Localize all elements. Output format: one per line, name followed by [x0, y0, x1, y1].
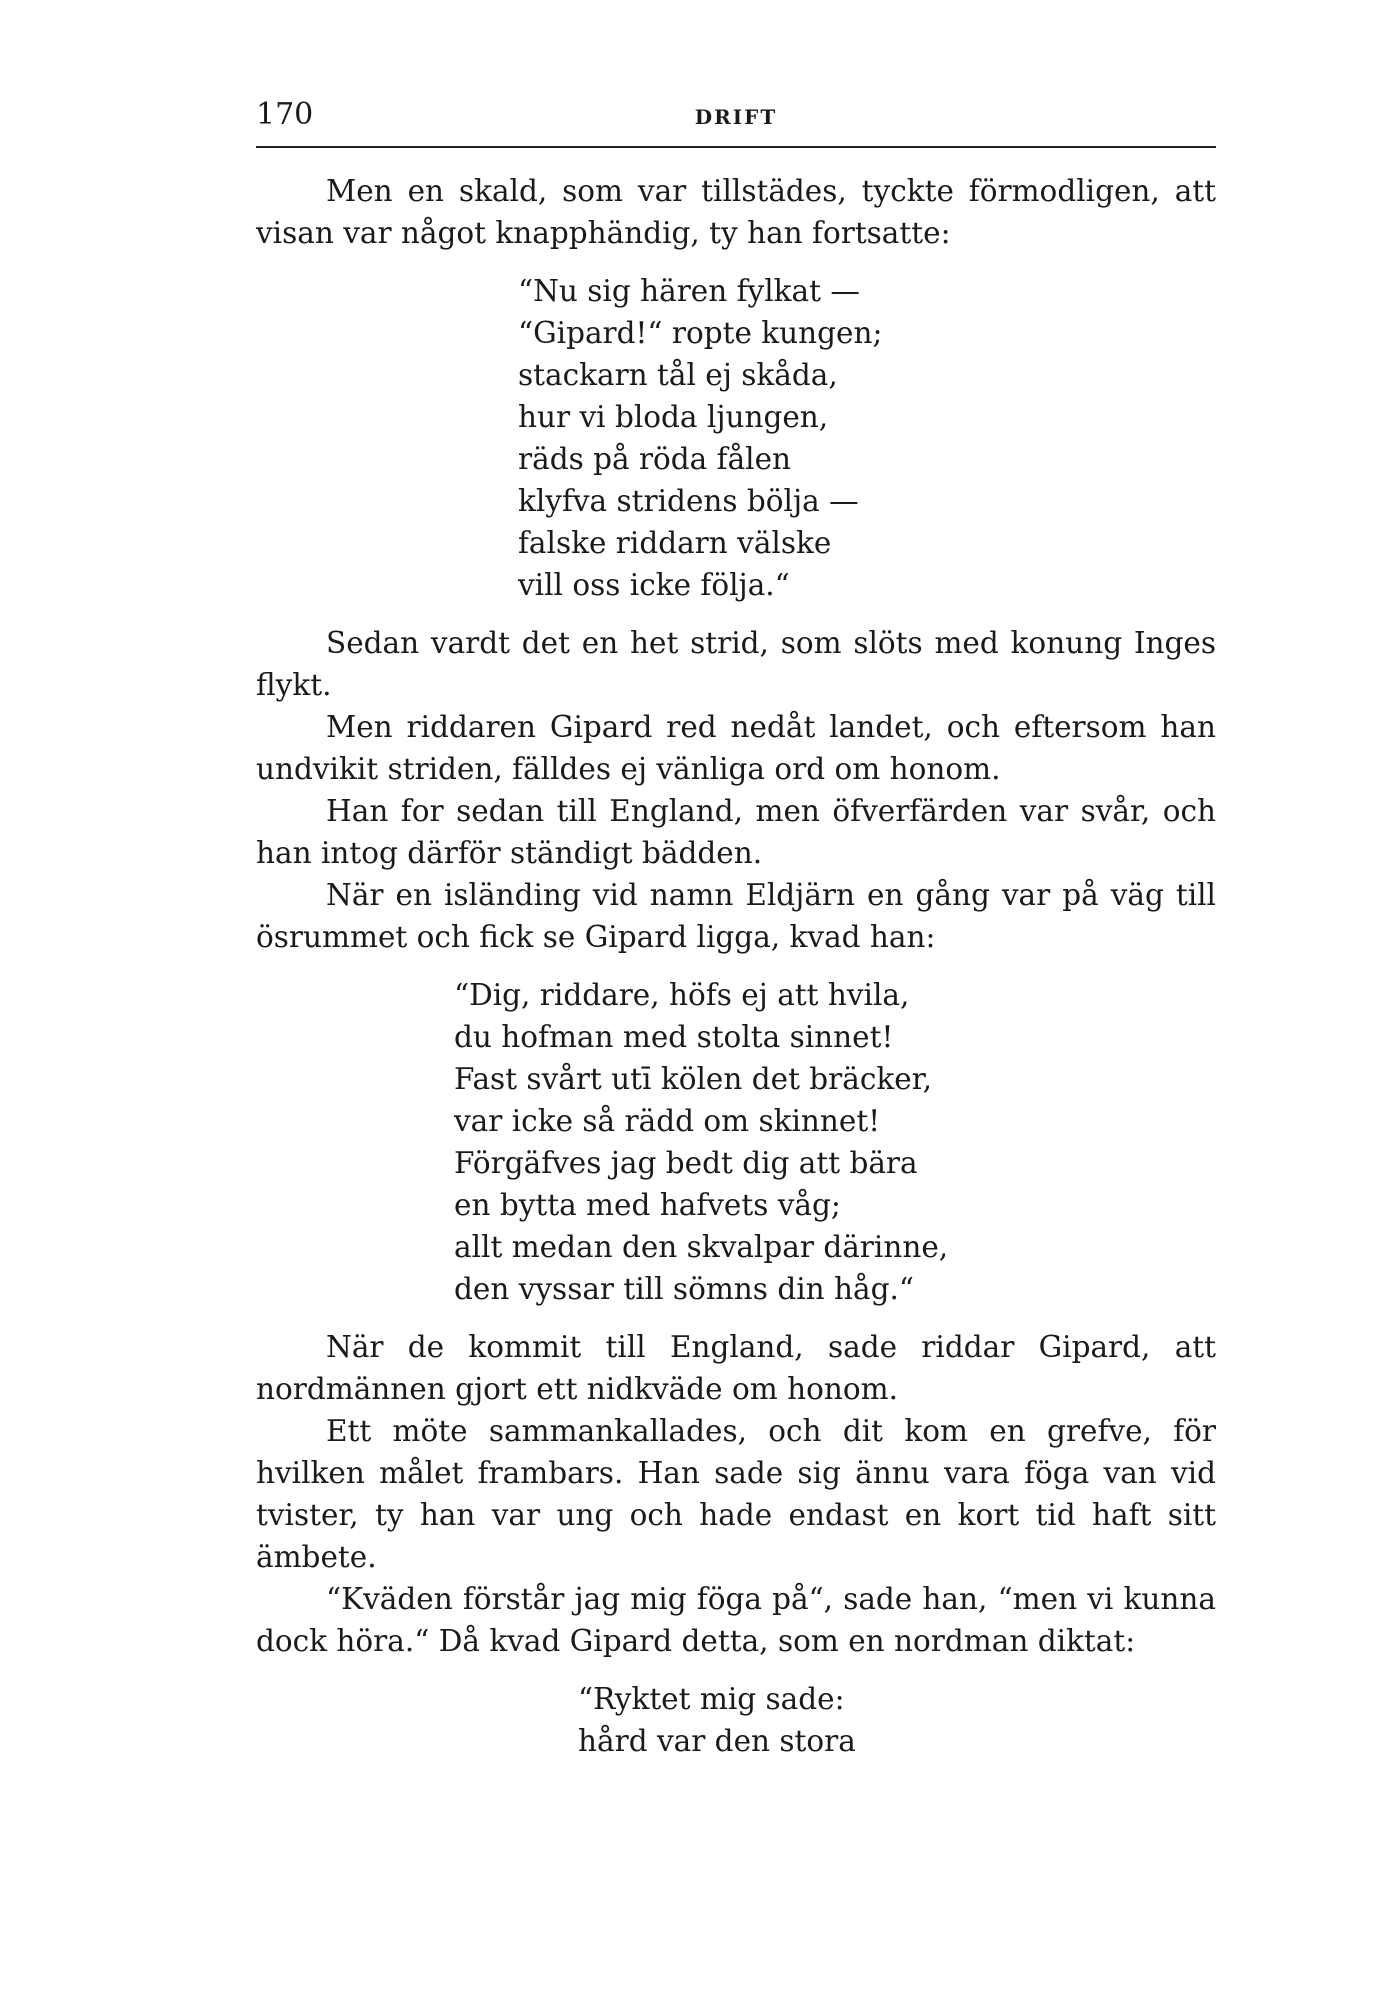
running-title: DRIFT — [694, 105, 778, 129]
verse-line: Fast svårt utī kölen det bräcker, — [454, 1062, 932, 1096]
verse-line: Förgäfves jag bedt dig att bära — [454, 1146, 918, 1180]
verse-line: var icke så rädd om skinnet! — [454, 1104, 881, 1138]
paragraph: När de kommit till England, sade riddar Gipard, att nordmännen gjort ett nidkväde om honom. — [256, 1330, 1216, 1406]
verse-stanza-1 — [256, 270, 1216, 606]
verse-line: vill oss icke följa.“ — [518, 568, 790, 602]
paragraph: “Kväden förstår jag mig föga på“, sade han, “men vi kunna dock höra.“ Då kvad Gipard detta, som en nordman diktat: — [256, 1582, 1216, 1658]
verse-line: du hofman med stolta sinnet! — [454, 1020, 894, 1054]
paragraph: Han for sedan till England, men öfverfärden var svår, och han intog därför ständigt bädden. — [256, 794, 1216, 870]
paragraph: Men en skald, som var tillstädes, tyckte förmodligen, att visan var något knapphändig, ty han fortsatte: — [256, 174, 1216, 250]
verse-line: “Ryktet mig sade: — [578, 1682, 845, 1716]
paragraph: Men riddaren Gipard red nedåt landet, och eftersom han undvikit striden, fälldes ej vänliga ord om honom. — [256, 710, 1216, 786]
verse-stanza-2 — [256, 974, 1216, 1310]
verse-line: allt medan den skvalpar därinne, — [454, 1230, 949, 1264]
verse-line: en bytta med hafvets våg; — [454, 1188, 841, 1222]
paragraph: Sedan vardt det en het strid, som slöts med konung Inges flykt. — [256, 626, 1216, 702]
verse-line: klyfva stridens bölja — — [518, 484, 859, 518]
paragraph: Ett möte sammankallades, och dit kom en grefve, för hvilken målet frambars. Han sade sig ännu vara föga van vid tvister, ty han var ung och hade endast en kort tid haft sitt ämbete. — [256, 1414, 1216, 1574]
page-header — [256, 95, 1216, 135]
body-text — [256, 170, 1216, 1762]
verse-stanza-3 — [256, 1678, 1216, 1762]
verse-line: hård var den stora — [578, 1724, 856, 1758]
verse-line: räds på röda fålen — [518, 442, 792, 476]
verse-line: “Dig, riddare, höfs ej att hvila, — [454, 978, 910, 1012]
verse-line: den vyssar till sömns din håg.“ — [454, 1272, 914, 1306]
paragraph: När en isländing vid namn Eldjärn en gång var på väg till ösrummet och fick se Gipard ligga, kvad han: — [256, 878, 1216, 954]
verse-line: hur vi bloda ljungen, — [518, 400, 829, 434]
header-rule — [256, 146, 1216, 148]
verse-line: stackarn tål ej skåda, — [518, 358, 838, 392]
verse-line: “Gipard!“ ropte kungen; — [518, 316, 883, 350]
verse-line: falske riddarn välske — [518, 526, 832, 560]
verse-line: “Nu sig hären fylkat — — [518, 274, 860, 308]
page-number: 170 — [256, 97, 314, 132]
